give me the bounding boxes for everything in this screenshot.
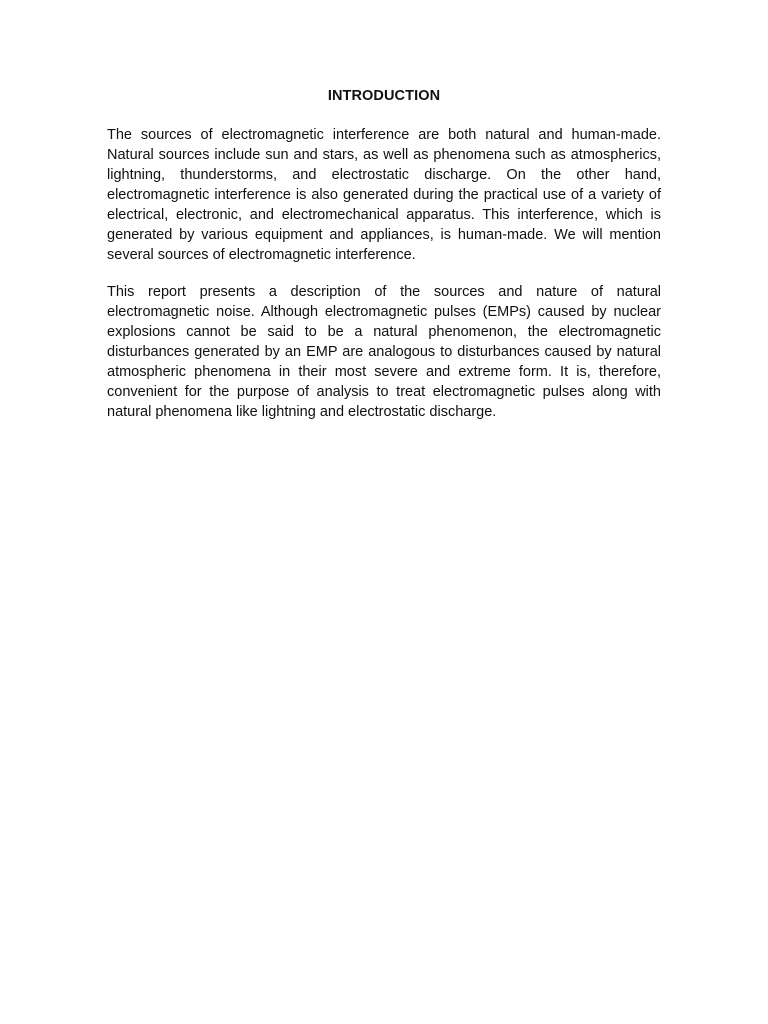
paragraph-report-description: This report presents a description of the sources and nature of natural electromagnetic noise. Although electromagnetic pulses (EMPs) caused by nuclear explosions cannot be said to be a natural phenomenon, the electromagnetic disturbances generated by an EMP are analogous to disturbances caused by natural atmospheric phenomena in their most severe and extreme form. It is, therefore, convenient for the purpose of analysis to treat electromagnetic pulses along with natural phenomena like lightning and electrostatic discharge. (107, 284, 661, 420)
section-heading: INTRODUCTION (327, 88, 441, 104)
paragraph-sources: The sources of electromagnetic interference are both natural and human-made. Natural sources include sun and stars, as well as phenomena such as atmospherics, lightning, thunderstorms, and electrostatic discharge. On the other hand, electromagnetic interference is also generated during the practical use of a variety of electrical, electronic, and electromechanical apparatus. This interference, which is generated by various equipment and appliances, is human-made. We will mention several sources of electromagnetic interference. (107, 127, 661, 263)
